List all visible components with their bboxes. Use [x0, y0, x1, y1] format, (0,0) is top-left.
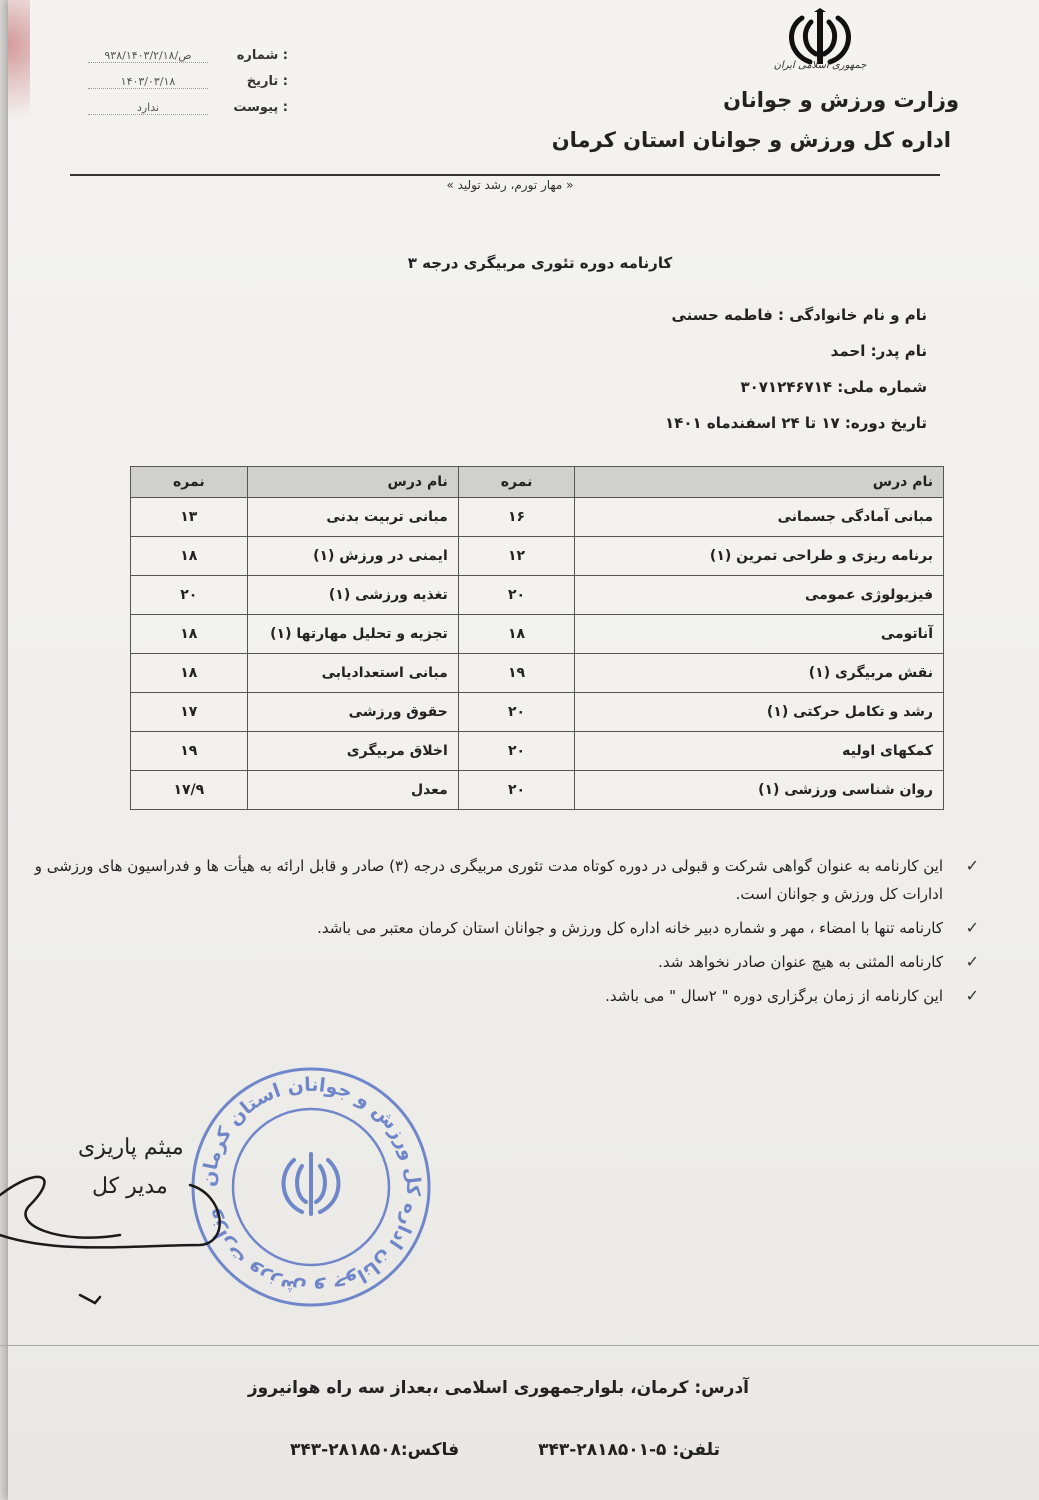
checkmark-icon: ✓: [965, 918, 979, 937]
info-label: نام و نام خانوادگی :: [778, 306, 927, 324]
grade-cell: ۱۸: [131, 654, 248, 693]
grade-cell: ۲۰: [458, 576, 575, 615]
meta-attachment-row: [88, 100, 288, 126]
course-cell: تجزیه و تحلیل مهارتها (۱): [247, 615, 458, 654]
stamp-emblem-icon: [284, 1154, 339, 1214]
stamp-text: وزارت ورزش و جوانان اداره کل ورزش و جوانان استان کرمان: [197, 1073, 425, 1301]
grade-cell: ۲۰: [458, 693, 575, 732]
header-divider: [70, 174, 940, 176]
course-cell: تغذیه ورزشی (۱): [247, 576, 458, 615]
grade-cell: ۱۸: [131, 537, 248, 576]
page-edge-shadow: [8, 0, 30, 150]
office-name: اداره کل ورزش و جوانان استان کرمان: [551, 128, 951, 152]
footer-contacts: [290, 1440, 720, 1460]
meta-number-label: شماره :: [236, 48, 288, 63]
footer-fax: فاکس:۲۸۱۸۵۰۸-۳۴۳: [290, 1440, 460, 1460]
table-row: [131, 693, 944, 732]
course-cell: فیزیولوژی عمومی: [575, 576, 944, 615]
footer-phone: تلفن: ۵-۲۸۱۸۵۰۱-۳۴۳: [538, 1440, 720, 1460]
col-course: نام درس: [575, 467, 944, 498]
meta-number-value: ۹۳۸/ص/۱۴۰۳/۲/۱۸: [88, 49, 208, 63]
note-item: [23, 852, 983, 908]
info-value: ۳۰۷۱۲۴۶۷۱۴: [740, 378, 833, 396]
grade-cell: ۱۹: [131, 732, 248, 771]
grade-cell: ۱۳: [131, 498, 248, 537]
meta-attachment-label: پیوست :: [233, 100, 288, 115]
info-father-name: [831, 342, 927, 360]
document-title: کارنامه دوره تئوری مربیگری درجه ۳: [407, 254, 673, 272]
table-row: [131, 498, 944, 537]
info-value: فاطمه حسنی: [671, 306, 773, 324]
grade-cell: ۲۰: [458, 771, 575, 810]
ministry-name: وزارت ورزش و جوانان: [723, 88, 959, 112]
footer-address: آدرس: کرمان، بلوارجمهوری اسلامی ،بعداز سه راه هوانیروز: [247, 1378, 749, 1398]
course-cell: حقوق ورزشی: [247, 693, 458, 732]
info-label: نام پدر:: [870, 342, 927, 360]
table-row: [131, 576, 944, 615]
grade-cell: ۱۸: [131, 615, 248, 654]
table-row: [131, 771, 944, 810]
course-cell: مبانی استعدادیابی: [247, 654, 458, 693]
note-text: کارنامه تنها با امضاء ، مهر و شماره دبیر خانه اداره کل ورزش و جوانان استان کرمان معتبر می باشد.: [317, 919, 943, 937]
year-slogan: « مهار تورم، رشد تولید »: [446, 178, 574, 192]
grade-cell: ۱۸: [458, 615, 575, 654]
meta-block: [88, 48, 288, 126]
course-cell: مبانی تربیت بدنی: [247, 498, 458, 537]
grade-cell: ۱۹: [458, 654, 575, 693]
course-cell: کمکهای اولیه: [575, 732, 944, 771]
info-course-date: [665, 414, 927, 432]
meta-date-label: تاریخ :: [246, 74, 288, 89]
footer-divider: [0, 1345, 1039, 1346]
course-cell: مبانی آمادگی جسمانی: [575, 498, 944, 537]
course-cell: روان شناسی ورزشی (۱): [575, 771, 944, 810]
course-cell: برنامه ریزی و طراحی تمرین (۱): [575, 537, 944, 576]
col-grade-2: نمره: [131, 467, 248, 498]
note-text: این کارنامه به عنوان گواهی شرکت و قبولی در دوره کوتاه مدت تئوری مربیگری درجه (۳) صادر و قابل ارائه به هیأت ها و فدراسیون های ورزشی و ادارات کل ورزش و جوانان است.: [34, 857, 943, 903]
meta-date-value: ۱۴۰۳/۰۳/۱۸: [88, 75, 208, 89]
course-cell: آناتومی: [575, 615, 944, 654]
info-label: شماره ملی:: [837, 378, 927, 396]
checkmark-icon: ✓: [965, 986, 979, 1005]
table-header-row: [131, 467, 944, 498]
course-cell: نقش مربیگری (۱): [575, 654, 944, 693]
info-full-name: [671, 306, 927, 324]
note-item: [23, 982, 983, 1010]
note-item: [23, 948, 983, 976]
grade-cell: ۱۲: [458, 537, 575, 576]
meta-number-row: [88, 48, 288, 74]
table-row: [131, 537, 944, 576]
emblem-caption: جمهوری اسلامی ایران: [773, 60, 867, 71]
average-value-cell: ۱۷/۹: [131, 771, 248, 810]
info-value: ۱۷ تا ۲۴ اسفندماه ۱۴۰۱: [665, 414, 840, 432]
info-label: تاریخ دوره:: [844, 414, 927, 432]
note-text: این کارنامه از زمان برگزاری دوره " ۲سال " می باشد.: [605, 987, 943, 1005]
note-text: کارنامه المثنی به هیچ عنوان صادر نخواهد شد.: [658, 953, 943, 971]
course-cell: ایمنی در ورزش (۱): [247, 537, 458, 576]
course-cell: رشد و تکامل حرکتی (۱): [575, 693, 944, 732]
table-row: [131, 654, 944, 693]
checkmark-icon: ✓: [965, 856, 979, 875]
signatory-name: میثم پاریزی: [78, 1135, 184, 1160]
col-grade: نمره: [458, 467, 575, 498]
meta-date-row: [88, 74, 288, 100]
table-row: [131, 615, 944, 654]
note-item: [23, 914, 983, 942]
grade-cell: ۲۰: [131, 576, 248, 615]
average-label-cell: معدل: [247, 771, 458, 810]
grade-cell: ۱۶: [458, 498, 575, 537]
course-cell: اخلاق مربیگری: [247, 732, 458, 771]
table-row: [131, 732, 944, 771]
notes-list: [23, 852, 983, 1016]
info-value: احمد: [830, 342, 866, 360]
grade-cell: ۲۰: [458, 732, 575, 771]
checkmark-icon: ✓: [965, 952, 979, 971]
col-course-2: نام درس: [247, 467, 458, 498]
grade-cell: ۱۷: [131, 693, 248, 732]
meta-attachment-value: ندارد: [88, 101, 208, 115]
grades-table: [130, 466, 944, 810]
info-national-id: [740, 378, 927, 396]
signatory-title: مدیر کل: [92, 1174, 168, 1199]
